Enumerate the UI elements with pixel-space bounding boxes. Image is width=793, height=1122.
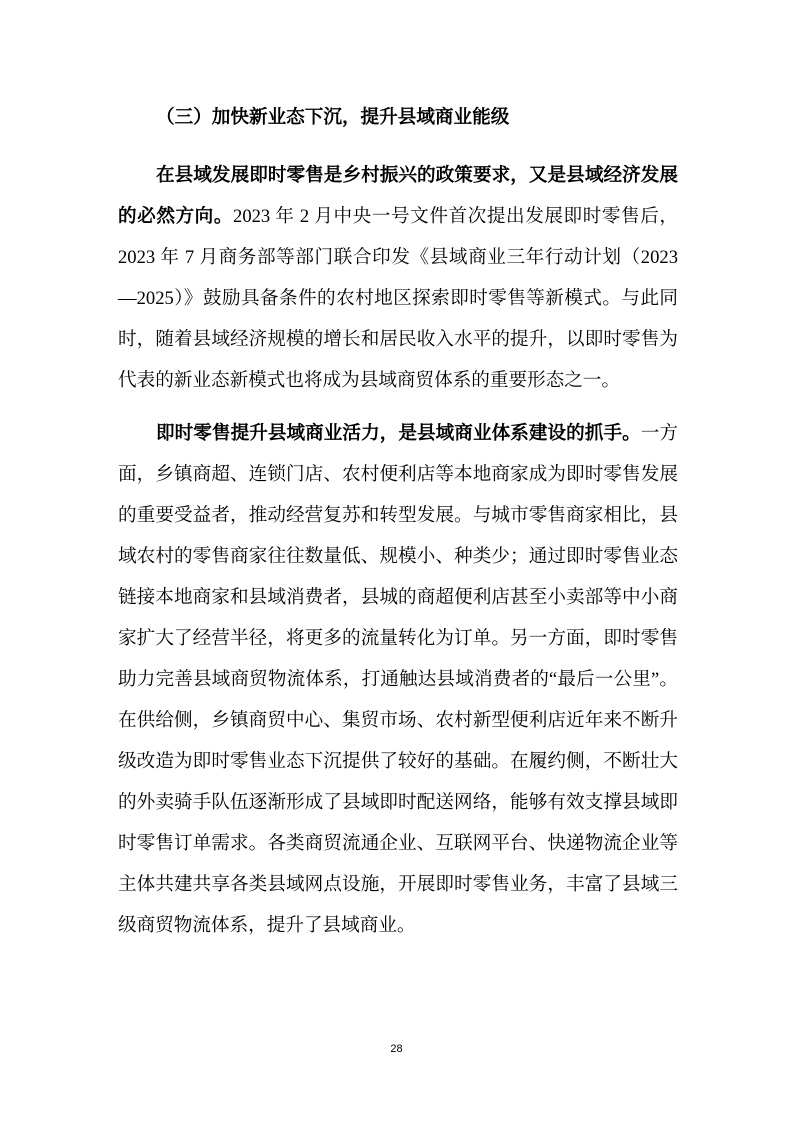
bold-text: 即时零售提升县域商业活力，是县域商业体系建设的抓手。 <box>156 423 641 444</box>
body-text: 2023 年 2 月中央一号文件首次提出发展即时零售后， <box>233 206 678 227</box>
body-text: 时零售订单需求。各类商贸流通企业、互联网平台、快递物流企业等 <box>118 833 678 854</box>
body-text: 在供给侧，乡镇商贸中心、集贸市场、农村新型便利店近年来不断升 <box>118 710 678 731</box>
text-line <box>118 700 678 741</box>
body-text: 家扩大了经营半径，将更多的流量转化为订单。另一方面，即时零售 <box>118 628 678 649</box>
text-line <box>118 823 678 864</box>
text-line <box>118 413 678 454</box>
text-line <box>118 864 678 905</box>
page-number: 28 <box>390 1043 403 1055</box>
text-line <box>118 659 678 700</box>
text-line <box>118 905 678 946</box>
body-text: 助力完善县域商贸物流体系，打通触达县域消费者的“最后一公里”。 <box>118 669 678 690</box>
text-line <box>118 782 678 823</box>
body-text: 2023 年 7 月商务部等部门联合印发《县域商业三年行动计划（2023 <box>118 247 678 268</box>
body-text: 级改造为即时零售业态下沉提供了较好的基础。在履约侧，不断壮大 <box>118 751 678 772</box>
text-line <box>118 741 678 782</box>
body-text: —2025）》鼓励具备条件的农村地区探索即时零售等新模式。与此同 <box>118 288 678 309</box>
text-line <box>118 360 678 401</box>
body-text: 链接本地商家和县域消费者，县城的商超便利店甚至小卖部等中小商 <box>118 587 678 608</box>
text-line <box>118 618 678 659</box>
text-line <box>118 196 678 237</box>
text-line <box>118 495 678 536</box>
paragraph <box>118 155 678 401</box>
text-line <box>118 536 678 577</box>
text-line <box>118 319 678 360</box>
body-text: 代表的新业态新模式也将成为县域商贸体系的重要形态之一。 <box>118 370 621 391</box>
body-text: 的外卖骑手队伍逐渐形成了县域即时配送网络，能够有效支撑县域即 <box>118 792 678 813</box>
paragraph <box>118 413 678 946</box>
text-line <box>118 237 678 278</box>
text-line <box>118 454 678 495</box>
body-text: 主体共建共享各类县域网点设施，开展即时零售业务，丰富了县域三 <box>118 874 678 895</box>
text-line <box>118 155 678 196</box>
section-heading: （三）加快新业态下沉，提升县域商业能级 <box>156 107 510 128</box>
body-text: 面，乡镇商超、连锁门店、农村便利店等本地商家成为即时零售发展 <box>118 464 678 485</box>
body-text: 级商贸物流体系，提升了县域商业。 <box>118 915 416 936</box>
body-text: 一方 <box>640 423 678 444</box>
text-line <box>118 278 678 319</box>
body-text: 域农村的零售商家往往数量低、规模小、种类少；通过即时零售业态 <box>118 546 678 567</box>
bold-text: 在县域发展即时零售是乡村振兴的政策要求，又是县域经济发展 <box>156 165 678 186</box>
body-text: 时，随着县域经济规模的增长和居民收入水平的提升，以即时零售为 <box>118 329 678 350</box>
text-line <box>118 577 678 618</box>
body-text: 的重要受益者，推动经营复苏和转型发展。与城市零售商家相比，县 <box>118 505 678 526</box>
bold-text: 的必然方向。 <box>118 206 234 227</box>
